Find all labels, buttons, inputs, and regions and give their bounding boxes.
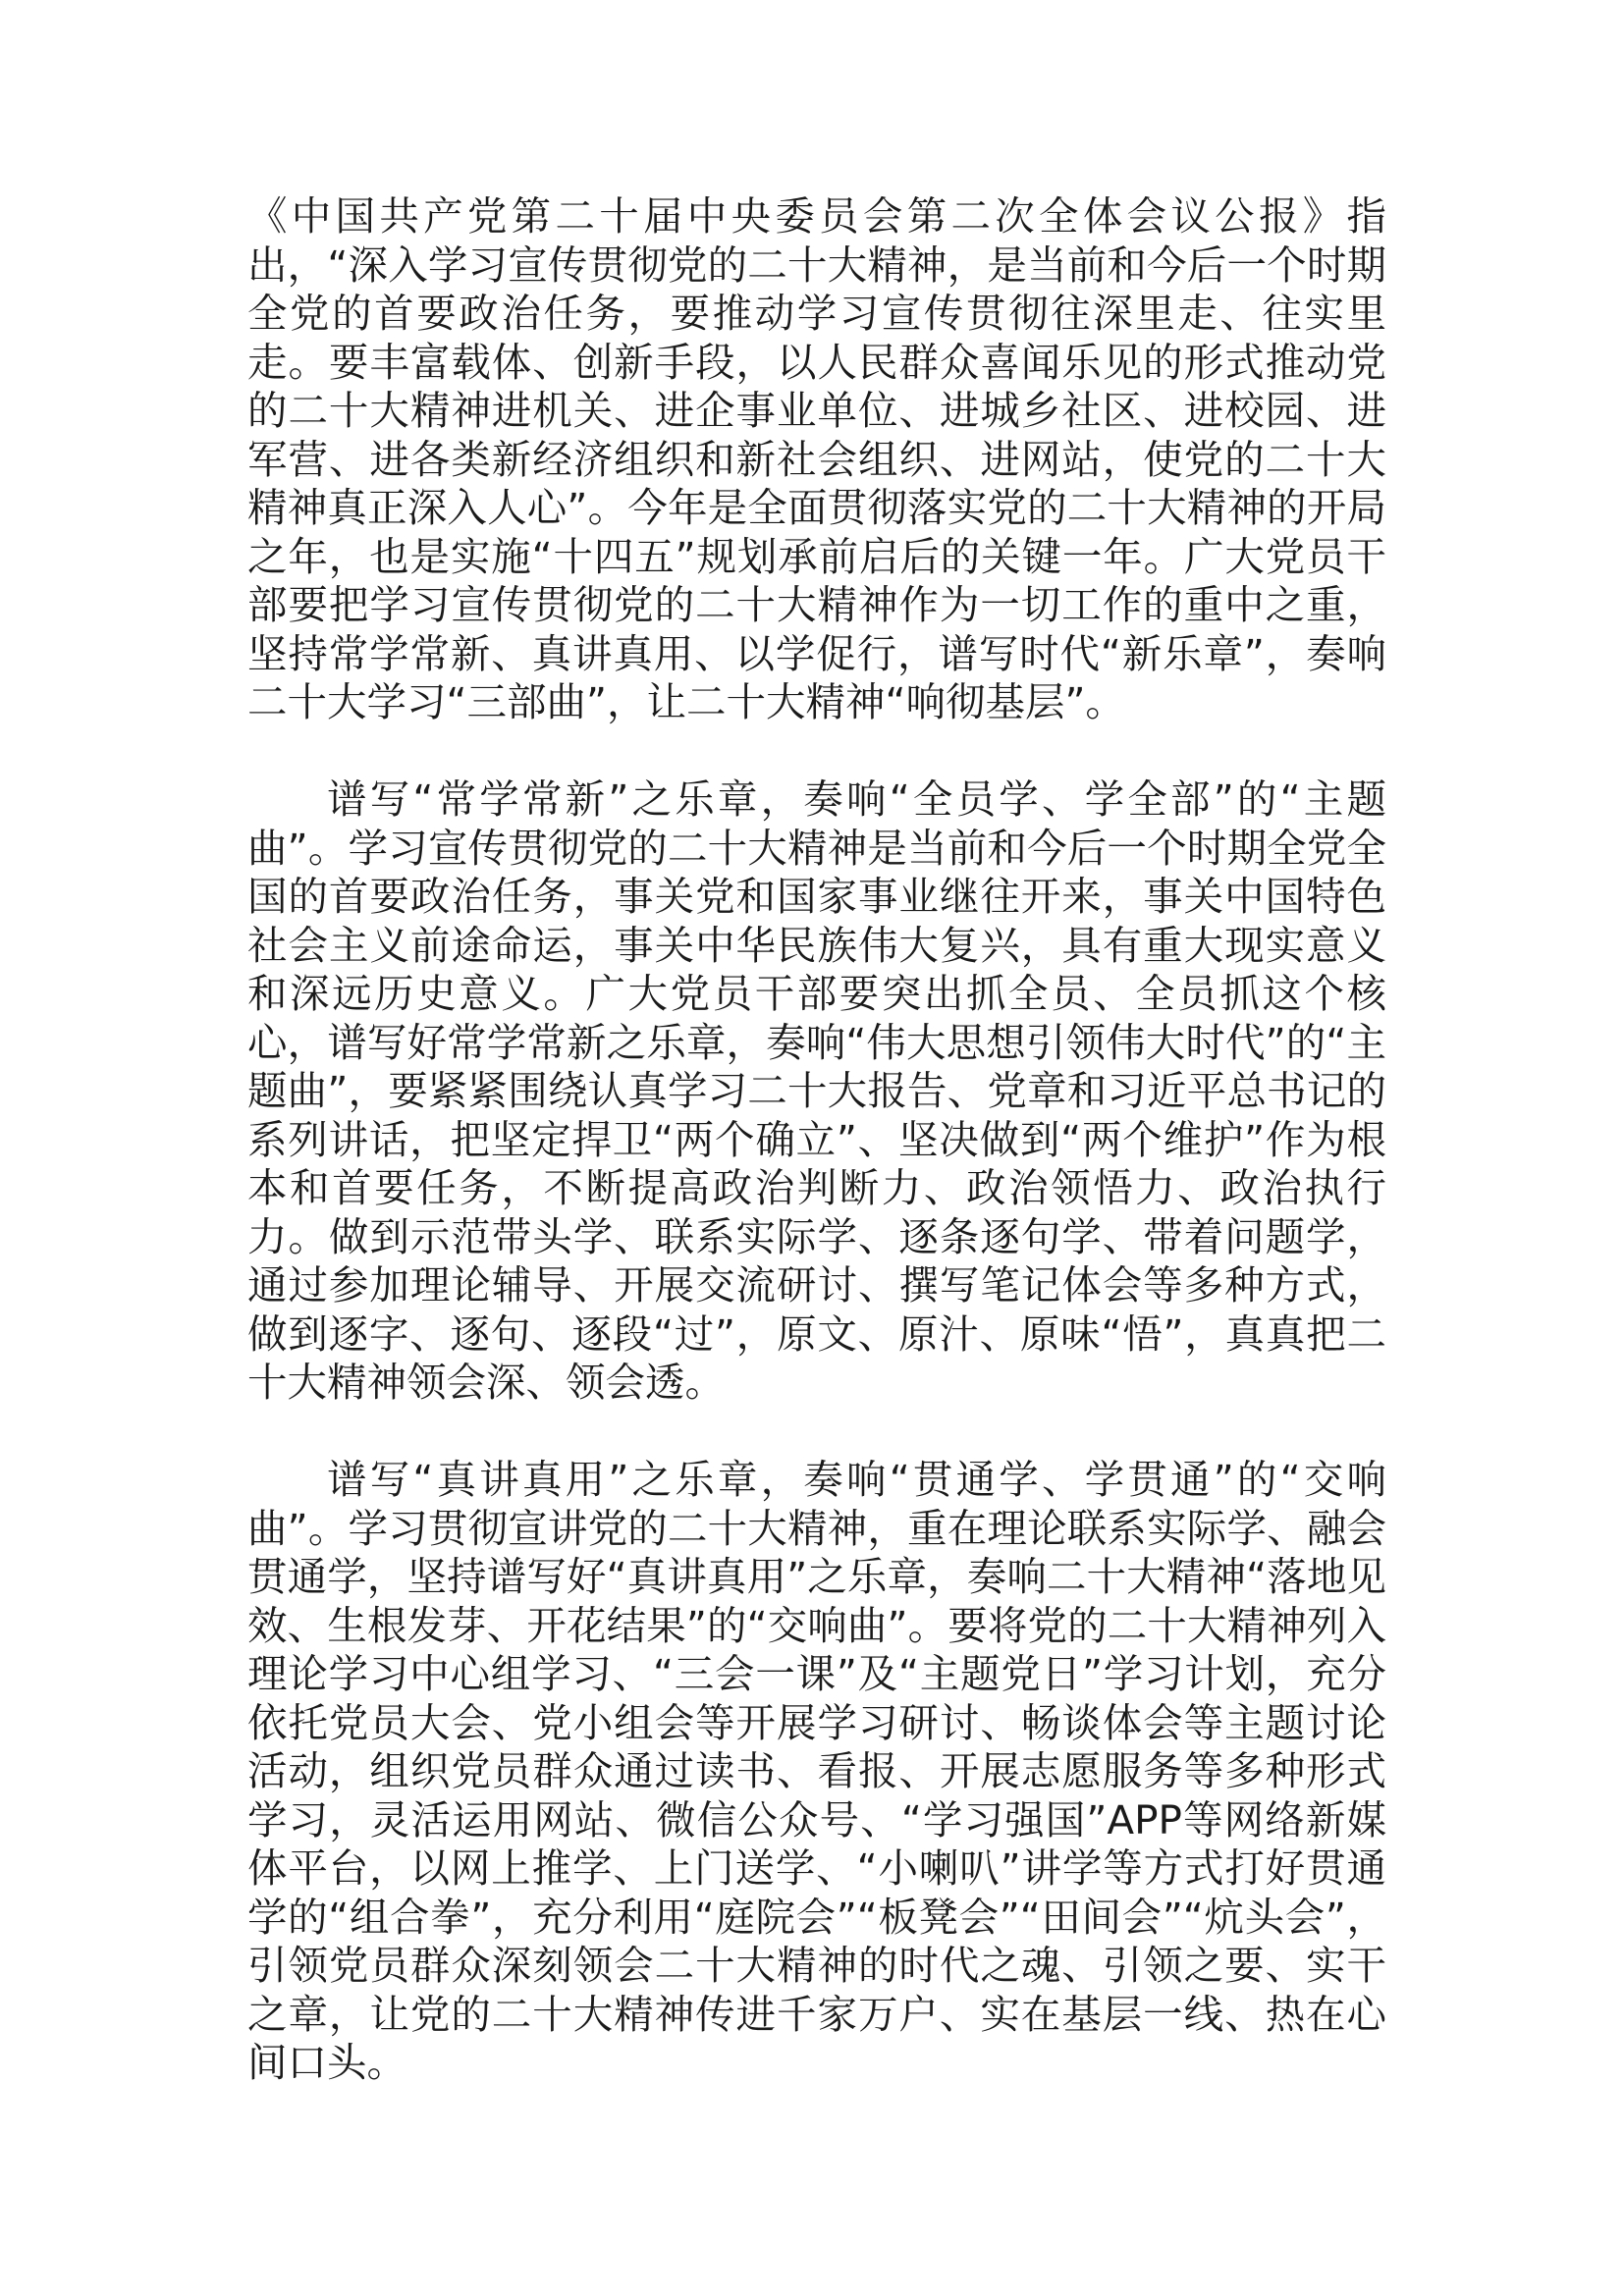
paragraph-intro: 《中国共产党第二十届中央委员会第二次全体会议公报》指出，“深入学习宣传贯彻党的二十大精神，是当前和今后一个时期全党的首要政治任务，要推动学习宣传贯彻往深里走、往实里走。要丰富载体、创新手段，以人民群众喜闻乐见的形式推动党的二十大精神进机关、进企事业单位、进城乡社区、进校园、进军营、进各类新经济组织和新社会组织、进网站，使党的二十大精神真正深入人心”。今年是全面贯彻落实党的二十大精神的开局之年，也是实施“十四五”规划承前启后的关键一年。广大党员干部要把学习宣传贯彻党的二十大精神作为一切工作的重中之重，坚持常学常新、真讲真用、以学促行，谱写时代“新乐章”，奏响二十大学习“三部曲”，让二十大精神“响彻基层”。: [247, 192, 1386, 725]
paragraph-section-1: 谱写“常学常新”之乐章，奏响“全员学、学全部”的“主题曲”。学习宣传贯彻党的二十大精神是当前和今后一个时期全党全国的首要政治任务，事关党和国家事业继往开来，事关中国特色社会主义前途命运，事关中华民族伟大复兴，具有重大现实意义和深远历史意义。广大党员干部要突出抓全员、全员抓这个核心，谱写好常学常新之乐章，奏响“伟大思想引领伟大时代”的“主题曲”，要紧紧围绕认真学习二十大报告、党章和习近平总书记的系列讲话，把坚定捍卫“两个确立”、坚决做到“两个维护”作为根本和首要任务，不断提高政治判断力、政治领悟力、政治执行力。做到示范带头学、联系实际学、逐条逐句学、带着问题学，通过参加理论辅导、开展交流研讨、撰写笔记体会等多种方式，做到逐字、逐句、逐段“过”，原文、原汁、原味“悟”，真真把二十大精神领会深、领会透。: [247, 775, 1386, 1406]
paragraph-section-2: 谱写“真讲真用”之乐章，奏响“贯通学、学贯通”的“交响曲”。学习贯彻宣讲党的二十大精神，重在理论联系实际学、融会贯通学，坚持谱写好“真讲真用”之乐章，奏响二十大精神“落地见效、生根发芽、开花结果”的“交响曲”。要将党的二十大精神列入理论学习中心组学习、“三会一课”及“主题党日”学习计划，充分依托党员大会、党小组会等开展学习研讨、畅谈体会等主题讨论活动，组织党员群众通过读书、看报、开展志愿服务等多种形式学习，灵活运用网站、微信公众号、“学习强国”APP等网络新媒体平台，以网上推学、上门送学、“小喇叭”讲学等方式打好贯通学的“组合拳”，充分利用“庭院会”“板凳会”“田间会”“炕头会”，引领党员群众深刻领会二十大精神的时代之魂、引领之要、实干之章，让党的二十大精神传进千家万户、实在基层一线、热在心间口头。: [247, 1456, 1386, 2086]
document-page: [247, 192, 1386, 2088]
